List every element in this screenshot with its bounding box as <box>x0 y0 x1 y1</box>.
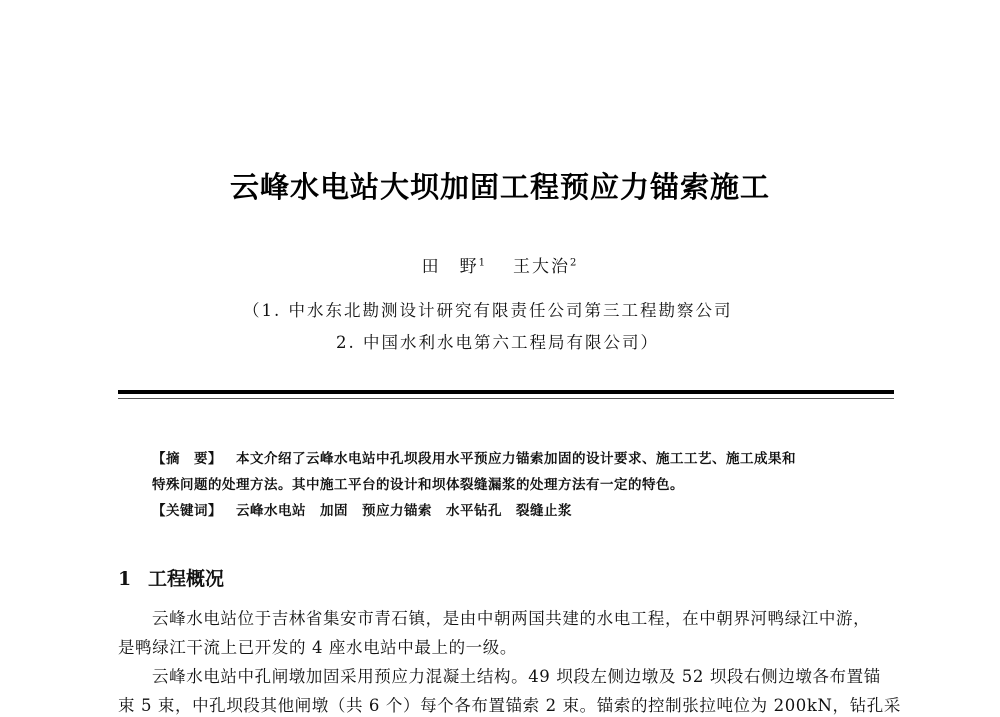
author-name: 王大治 <box>513 257 570 277</box>
abstract-text: 本文介绍了云峰水电站中孔坝段用水平预应力锚索加固的设计要求、施工工艺、施工成果和 <box>236 451 796 467</box>
author-name: 田 野 <box>421 257 479 277</box>
affiliation-mark: 1 <box>478 257 487 269</box>
keyword: 预应力锚索 <box>362 503 432 519</box>
paper-title: 云峰水电站大坝加固工程预应力锚索施工 <box>229 170 770 204</box>
abstract-label: 【摘 要】 <box>152 451 222 467</box>
paragraph-line: 云峰水电站位于吉林省集安市青石镇，是由中朝两国共建的水电工程，在中朝界河鸭绿江中游， <box>152 609 871 628</box>
section-number: 1 <box>118 568 132 590</box>
section-heading <box>118 564 224 591</box>
affiliation-1: （1. 中水东北勘测设计研究有限责任公司第三工程勘察公司 <box>243 301 733 320</box>
section-title: 工程概况 <box>148 568 225 590</box>
keyword: 云峰水电站 <box>236 503 306 519</box>
affiliation-mark: 2 <box>570 257 579 269</box>
keywords-line <box>152 499 586 519</box>
author-line <box>0 252 1000 277</box>
paragraph-line: 束 5 束，中孔坝段其他闸墩（共 6 个）每个各布置锚索 2 束。锚索的控制张拉吨位为 200kN，钻孔采 <box>118 696 901 715</box>
keyword: 水平钻孔 <box>446 503 502 519</box>
abstract-line-2: 特殊问题的处理方法。其中施工平台的设计和坝体裂缝漏浆的处理方法有一定的特色。 <box>152 477 684 493</box>
paragraph-line: 云峰水电站中孔闸墩加固采用预应力混凝土结构。49 坝段左侧边墩及 52 坝段右侧边墩各布置锚 <box>152 667 881 686</box>
keyword: 加固 <box>320 503 348 519</box>
keyword: 裂缝止浆 <box>516 503 572 519</box>
affiliation-2: 2. 中国水利水电第六工程局有限公司） <box>336 333 659 352</box>
abstract-line-1 <box>152 447 796 467</box>
paragraph-line: 是鸭绿江干流上已开发的 4 座水电站中最上的一级。 <box>118 638 517 657</box>
header-divider-thin <box>118 398 894 399</box>
keywords-label: 【关键词】 <box>152 503 222 519</box>
header-divider-thick <box>118 390 894 394</box>
